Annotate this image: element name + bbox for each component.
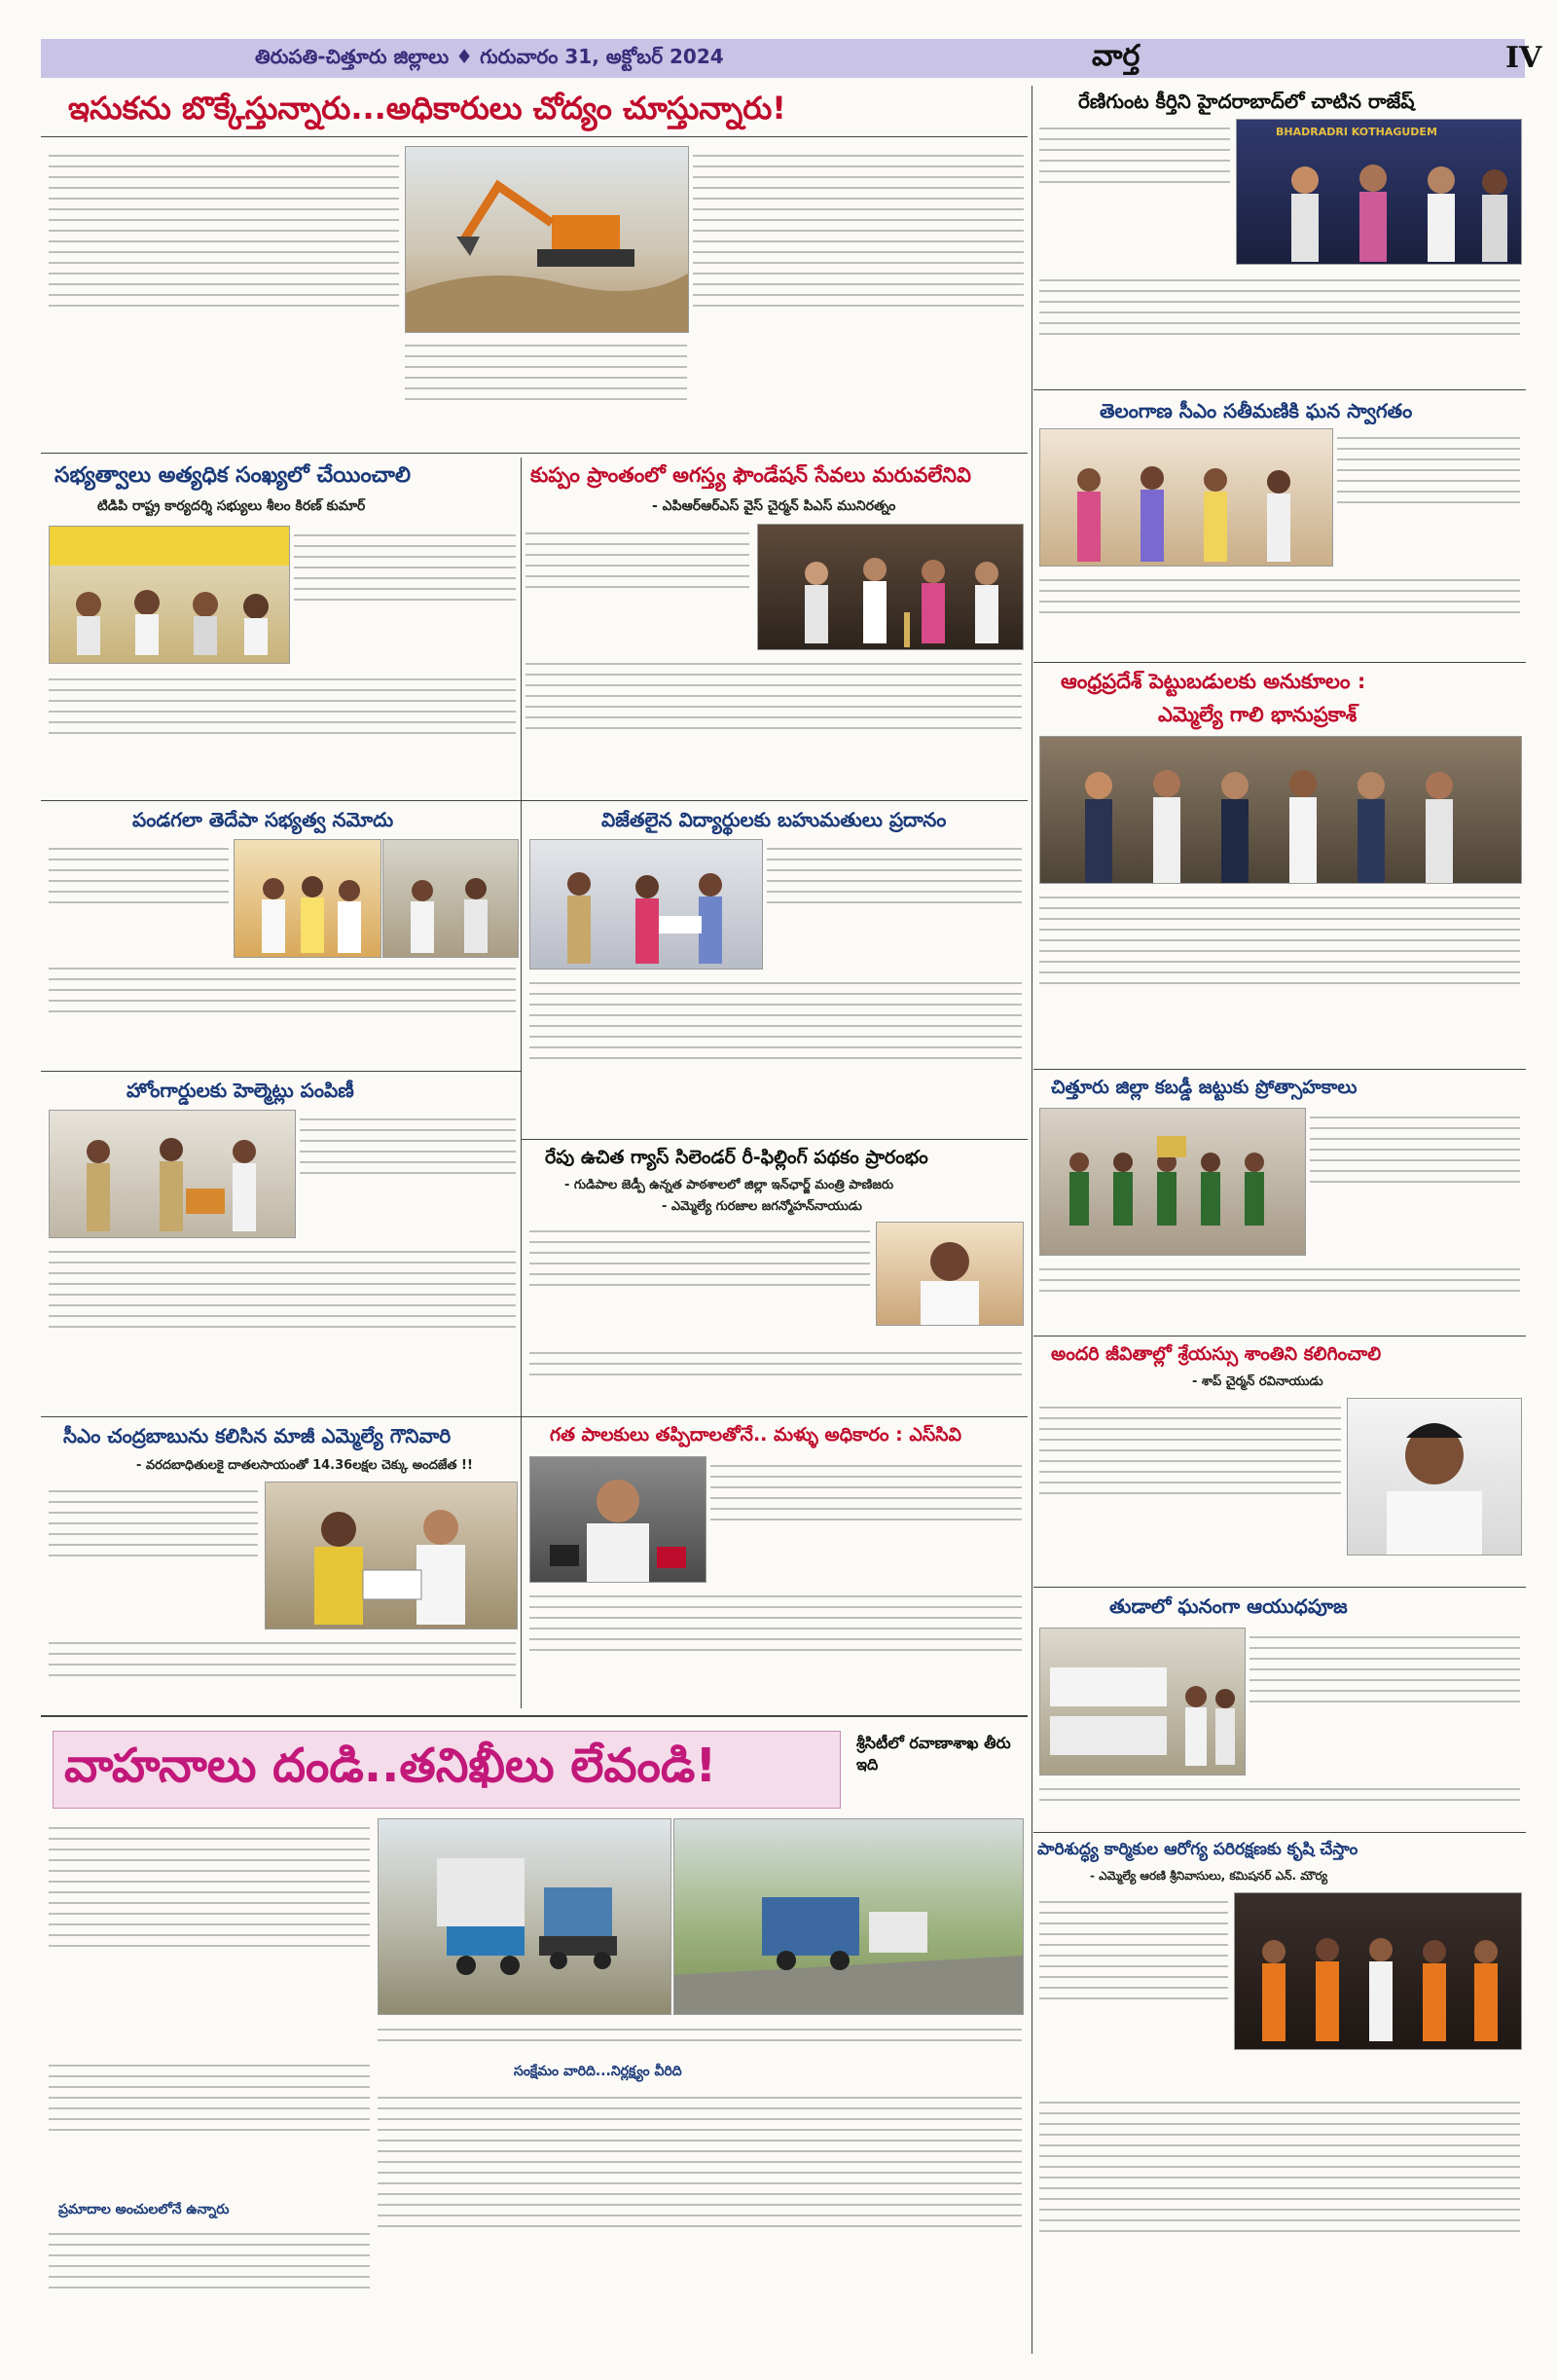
telangana-welcome-photo — [1039, 428, 1333, 567]
pandagala-body — [49, 839, 229, 954]
sanitation-subhead: - ఎమ్మెల్యే ఆరణి శ్రీనివాసులు, కమిషనర్ ఎన్. మౌర్య — [1090, 1869, 1328, 1883]
divider — [1033, 1587, 1526, 1588]
previous-rule-headline: గత పాలకులు తప్పిదాలతోనే.. మళ్ళు అధికారం : ఎస్‌సివి — [550, 1424, 962, 1446]
ayudha-body — [1249, 1628, 1520, 1774]
gas-subhead-2: - ఎమ్మెల్యే గురజాల జగన్మోహన్‌నాయుడు — [662, 1199, 862, 1214]
ap-invest-body — [1039, 888, 1520, 1063]
ayudha-pooja-photo — [1039, 1628, 1246, 1776]
vehicles-headline: వాహనాలు దండి..తనిఖీలు లేవండి! — [64, 1739, 717, 1793]
ayudha-body-2 — [1039, 1779, 1520, 1828]
divider — [1033, 662, 1526, 663]
sanitation-headline: పారిశుద్ధ్య కార్మికుల ఆరోగ్య పరిరక్షణకు కృషి చేస్తాం — [1037, 1840, 1358, 1859]
ap-invest-headline: ఆంధ్రప్రదేశ్ పెట్టుబడులకు అనుకూలం : — [1061, 670, 1366, 693]
column-divider — [521, 458, 522, 1708]
telangana-cm-body-2 — [1039, 570, 1520, 656]
cm-meet-body — [49, 1482, 258, 1628]
masthead-date-line: తిరుపతి-చిత్తూరు జిల్లాలు ♦ గురువారం 31, అక్టోబర్ 2024 — [255, 45, 724, 68]
kabaddi-team-photo — [1039, 1108, 1306, 1256]
sand-headline: ఇసుకను బొక్కేస్తున్నారు...అధికారులు చోద్యం చూస్తున్నారు! — [68, 90, 786, 127]
kuppam-headline: కుప్పం ప్రాంతంలో అగస్త్య ఫౌండేషన్ సేవలు మరువలేనివి — [530, 463, 971, 487]
divider — [1033, 389, 1526, 390]
renigunta-body — [1039, 119, 1230, 245]
road-vehicles-photo — [673, 1818, 1024, 2015]
divider — [521, 1139, 1028, 1140]
cm-meet-subhead: - వరదబాధితులకై దాతలసాయంతో 14.36లక్షల చెక్కు అందజేత !! — [136, 1458, 473, 1473]
vehicles-side-note: శ్రీసిటీలో రవాణాశాఖ తీరు ఇది — [856, 1734, 1011, 1774]
students-body — [767, 839, 1022, 968]
excavator-photo — [405, 146, 689, 333]
kuppam-subhead: - ఎపిఆర్ఆర్ఎస్ వైస్ చైర్మన్ పిఎస్ మునిరత్నం — [652, 498, 896, 514]
vehicles-body-2 — [378, 2020, 1022, 2059]
students-prize-photo — [529, 839, 763, 970]
divider — [521, 1416, 1028, 1417]
vehicles-body — [49, 1818, 370, 2052]
divider — [1033, 1832, 1526, 1833]
mla-portrait-photo — [876, 1222, 1024, 1326]
kuppam-lamp-photo — [757, 524, 1024, 650]
divider — [41, 136, 1028, 137]
sanitation-body — [1039, 1892, 1228, 2087]
page-number: IV — [1505, 41, 1542, 75]
masthead-bar — [41, 39, 1542, 78]
cm-meet-headline: సీఎం చంద్రబాబును కలిసిన మాజీ ఎమ్మెల్యే గౌనివారి — [63, 1424, 452, 1447]
award-banner-text: BHADRADRI KOTHAGUDEM — [1276, 126, 1437, 138]
peace-body — [1039, 1398, 1341, 1581]
divider — [41, 800, 521, 801]
homeguards-helmet-photo — [49, 1110, 296, 1238]
divider — [41, 1416, 521, 1417]
sand-body-text-3 — [405, 336, 687, 448]
sanitation-body-2 — [1039, 2093, 1520, 2351]
telangana-cm-body — [1337, 428, 1520, 565]
previous-rule-body-2 — [529, 1587, 1022, 1708]
kabaddi-headline: చిత్తూరు జిల్లా కబడ్డీ జట్టుకు ప్రోత్సాహకాలు — [1051, 1077, 1358, 1098]
vehicles-body-5 — [49, 2224, 370, 2351]
membership-body — [294, 526, 516, 667]
kuppam-body-2 — [525, 654, 1022, 795]
divider — [1033, 1069, 1526, 1070]
gas-body-2 — [529, 1343, 1022, 1411]
kuppam-body — [525, 524, 749, 648]
divider — [41, 1715, 1028, 1717]
divider — [41, 1071, 521, 1072]
trucks-photo — [378, 1818, 671, 2015]
membership-headline: సభ్యత్వాలు అత్యధిక సంఖ్యలో చేయించాలి — [54, 463, 412, 488]
press-meet-photo — [529, 1456, 706, 1583]
renigunta-body-2 — [1039, 271, 1520, 385]
membership-meeting-photo — [49, 526, 290, 664]
peace-headline: అందరి జీవితాల్లో శ్రేయస్సు శాంతిని కలిగించాలి — [1051, 1343, 1382, 1365]
vehicles-body-3 — [49, 2056, 370, 2194]
homeguards-body — [300, 1110, 516, 1236]
pandagala-photo-1 — [234, 839, 381, 958]
gas-subhead-1: - గుడిపాల జెడ్పీ ఉన్నత పాఠశాలలో జిల్లా ఇన్‌ఛార్జ్ మంత్రి పాణిజరు — [564, 1178, 894, 1192]
pandagala-body-2 — [49, 959, 516, 1068]
homeguards-body-2 — [49, 1242, 516, 1415]
vehicles-body-4 — [378, 2088, 1022, 2351]
students-headline: విజేతలైన విద్యార్థులకు బహుమతులు ప్రదానం — [601, 808, 947, 831]
cm-meet-photo — [265, 1482, 518, 1629]
divider — [521, 800, 1028, 801]
ap-invest-group-photo — [1039, 736, 1522, 884]
membership-body-2 — [49, 670, 516, 794]
vehicles-subhead-2: ప్రమాదాల అంచులలోనే ఉన్నారు — [58, 2202, 230, 2217]
kabaddi-body-2 — [1039, 1260, 1520, 1330]
vehicles-subhead-1: సంక్షేమం వారిది...నిర్లక్ష్యం వీరిది — [514, 2064, 682, 2079]
gas-body — [529, 1222, 870, 1338]
sand-body-text-2 — [693, 146, 1024, 448]
ap-invest-subhead: ఎమ్మెల్యే గాలి భానుప్రకాశ్ — [1158, 703, 1358, 726]
renigunta-headline: రేణిగుంట కీర్తిని హైదరాబాద్‌లో చాటిన రాజేష్ — [1078, 90, 1415, 113]
pandagala-photo-2 — [382, 839, 519, 958]
chairman-portrait-photo — [1347, 1398, 1522, 1556]
sanitation-workers-photo — [1234, 1892, 1522, 2050]
membership-subhead: టిడిపి రాష్ట్ర కార్యదర్శి సభ్యులు శీలం కిరణ్ కుమార్ — [97, 498, 366, 514]
homeguards-headline: హోంగార్డులకు హెల్మెట్లు పంపిణీ — [127, 1079, 354, 1102]
previous-rule-body — [710, 1456, 1022, 1583]
renigunta-award-photo — [1236, 119, 1522, 265]
ayudha-headline: తుడాలో ఘనంగా ఆయుధపూజ — [1109, 1594, 1348, 1618]
divider — [41, 453, 1028, 454]
telangana-cm-headline: తెలంగాణ సీఎం సతీమణికి ఘన స్వాగతం — [1100, 399, 1413, 422]
kabaddi-body — [1310, 1108, 1520, 1254]
students-body-2 — [529, 973, 1022, 1134]
cm-meet-body-2 — [49, 1633, 516, 1709]
pandagala-headline: పండగలా తెదేపా సభ్యత్వ నమోదు — [132, 808, 394, 831]
gas-headline: రేపు ఉచిత గ్యాస్ సిలెండర్ రీ-ఫిల్లింగ్ పథకం ప్రారంభం — [545, 1147, 928, 1168]
peace-subhead: - శాప్ చైర్మన్ రవినాయుడు — [1192, 1374, 1323, 1389]
newspaper-logo: వార్త — [1092, 39, 1141, 73]
sand-body-text — [49, 146, 399, 448]
